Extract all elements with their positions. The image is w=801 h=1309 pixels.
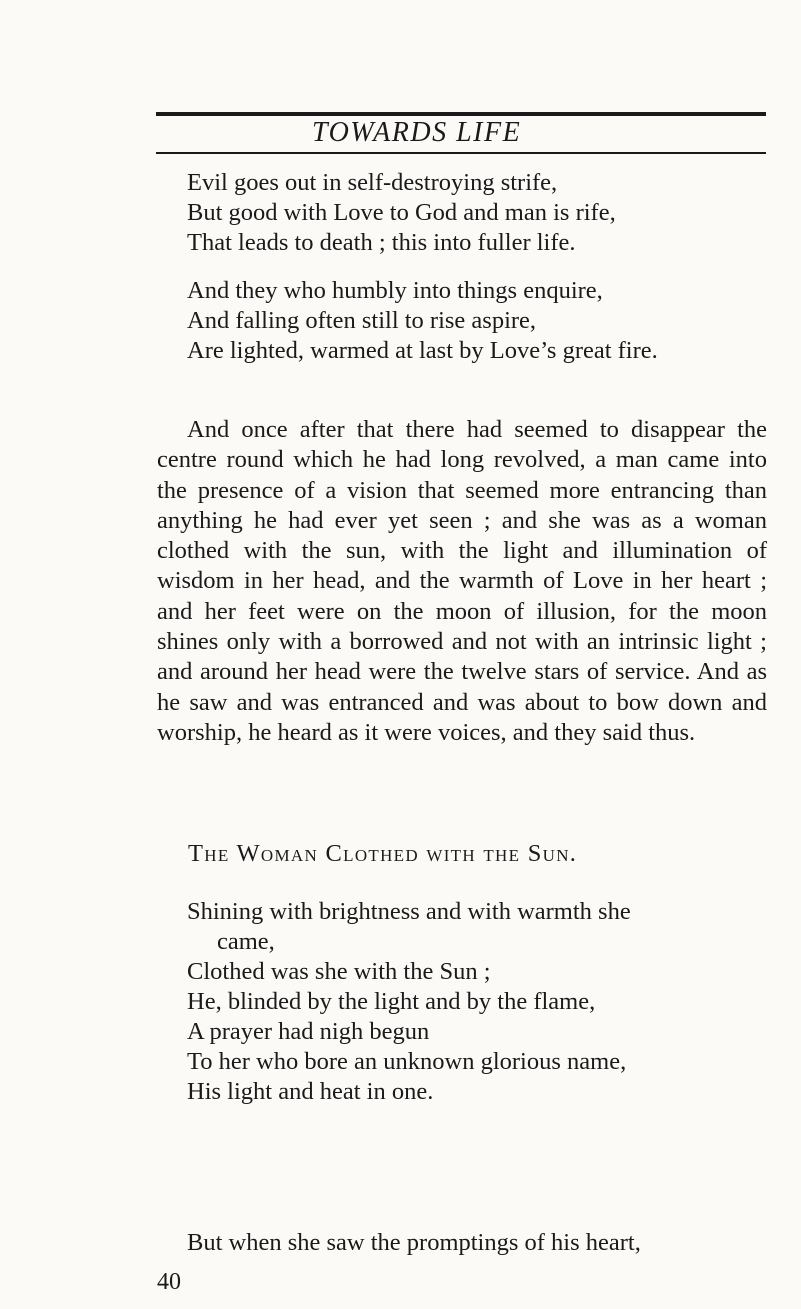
verse-line: To her who bore an unknown glorious name,: [187, 1048, 627, 1075]
verse-line: That leads to death ; this into fuller life.: [187, 229, 576, 256]
verse-line: Shining with brightness and with warmth she: [187, 898, 631, 925]
page-number: 40: [157, 1269, 181, 1295]
verse-line: And they who humbly into things enquire,: [187, 277, 603, 304]
verse-line: But when she saw the promptings of his heart,: [187, 1229, 641, 1256]
prose-paragraph: And once after that there had seemed to disappear the centre round which he had long revolved, a man came into the presence of a vision that seemed more entrancing than anything he had ever yet seen ; and she was as a woman clothed with the sun, with the light and illumination of wisdom in her head, and the warmth of Love in her heart ; and her feet were on the moon of illusion, for the moon shines only with a borrowed and not with an intrinsic light ; and around her head were the twelve stars of service. And as he saw and was entranced and was about to bow down and worship, he heard as it were voices, and they said thus.: [157, 416, 767, 746]
poem-stanza-1: [157, 897, 767, 1107]
verse-line: His light and heat in one.: [187, 1078, 434, 1105]
stanza-1: [157, 168, 767, 258]
verse-line: Clothed was she with the Sun ;: [187, 958, 491, 985]
verse-line: A prayer had nigh begun: [187, 1018, 430, 1045]
poem-stanza-2: [157, 1228, 767, 1258]
verse-line: Are lighted, warmed at last by Love’s great fire.: [187, 337, 658, 364]
verse-line: And falling often still to rise aspire,: [187, 307, 537, 334]
verse-line: Evil goes out in self-destroying strife,: [187, 169, 558, 196]
header-rule-bottom: [156, 152, 766, 154]
prose-paragraph-wrapper: [157, 415, 767, 748]
poem-title: The Woman Clothed with the Sun.: [188, 840, 578, 867]
verse-line: He, blinded by the light and by the flame,: [187, 988, 596, 1015]
verse-line: But good with Love to God and man is rife,: [187, 199, 616, 226]
running-head: TOWARDS LIFE: [312, 117, 522, 148]
verse-line-continuation: came,: [217, 928, 275, 955]
stanza-2: [157, 276, 767, 366]
